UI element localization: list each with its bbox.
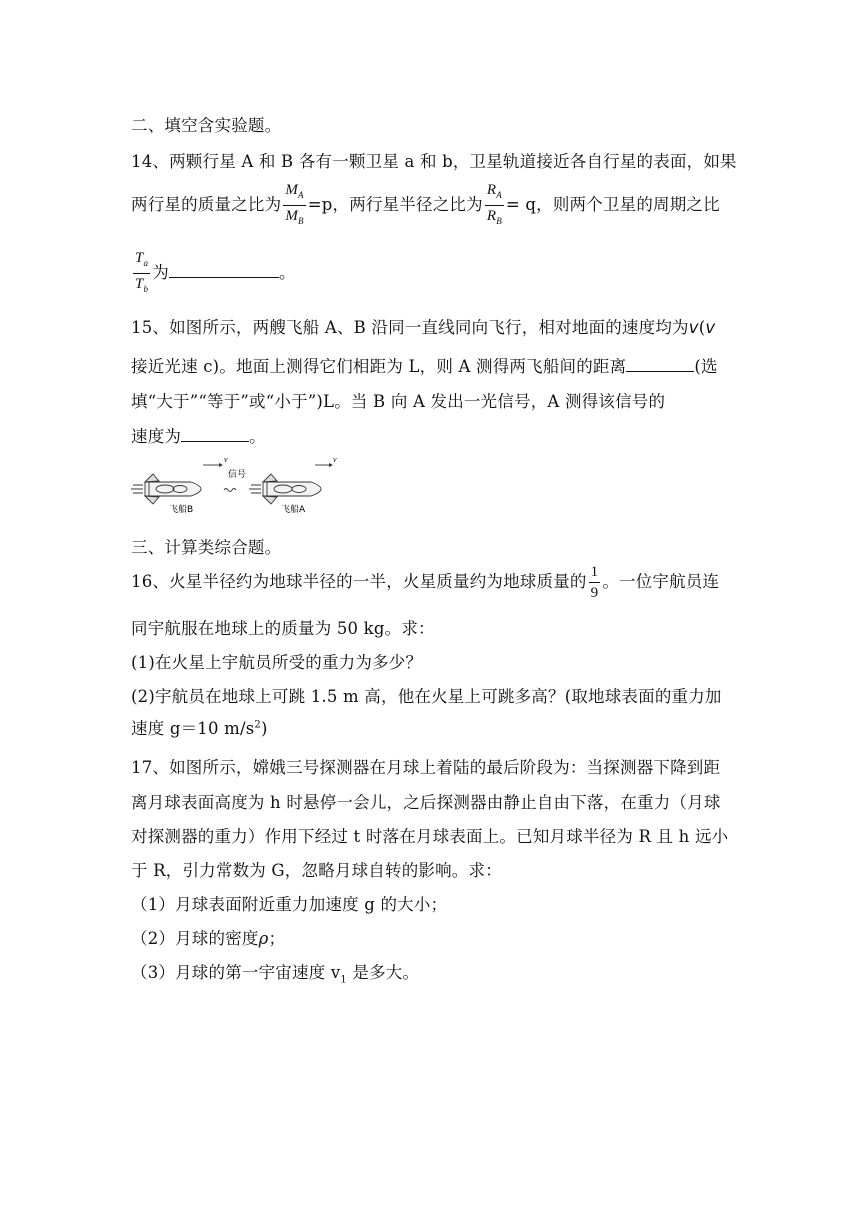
section-heading-calculation: 三、计算类综合题。 — [131, 538, 282, 557]
signal-label: 信号 — [228, 470, 247, 480]
frac-num-sub: a — [143, 258, 149, 268]
frac-num: T — [135, 250, 144, 266]
mass-ratio-fraction — [283, 180, 305, 231]
spaceship-a-icon — [249, 474, 321, 504]
frac-den: R — [486, 208, 497, 224]
one-ninth-fraction — [589, 562, 601, 603]
q17-part-2 — [131, 925, 285, 949]
period-punct: 。 — [249, 427, 266, 446]
frac-num: 1 — [589, 562, 601, 583]
q15-line-2 — [131, 353, 718, 377]
q15-line-3: 填“大于”“等于”或“小于”)L。当 B 向 A 发出一光信号，A 测得该信号的 — [131, 392, 666, 411]
q17-line-1: 17、如图所示，嫦娥三号探测器在月球上着陆的最后阶段为：当探测器下降到距 — [131, 758, 721, 777]
velocity-symbol: v — [688, 318, 699, 337]
arrowhead-icon — [219, 463, 223, 467]
period-ratio-fraction — [133, 248, 150, 299]
q17-line-4: 于 R，引力常数为 G，忽略月球自转的影响。求： — [131, 861, 502, 880]
velocity-label-b: v — [224, 455, 228, 464]
q14-line-2 — [131, 180, 720, 231]
velocity-symbol: v — [705, 318, 716, 337]
q16-line-2: 同宇航服在地球上的质量为 50 kg。求： — [131, 619, 435, 638]
q16-part-2-line-1: (2)宇航员在地球上可跳 1.5 m 高，他在火星上可跳多高？(取地球表面的重力加 — [131, 687, 722, 706]
q15-text: 速度为 — [131, 427, 182, 446]
q14-line-1: 14、两颗行星 A 和 B 各有一颗卫星 a 和 b，卫星轨道接近各自行星的表面，如果 — [131, 152, 737, 171]
q16-text: 16、火星半径约为地球半径的一半，火星质量约为地球质量的 — [131, 572, 587, 591]
q15-text: (选 — [694, 357, 718, 376]
answer-blank[interactable] — [181, 427, 249, 442]
velocity-label-a: v — [333, 455, 337, 464]
section-heading-fill-in: 二、填空含实验题。 — [131, 116, 282, 135]
q17-text: （3）月球的第一宇宙速度 v — [131, 963, 341, 982]
q16-part-1: (1)在火星上宇航员所受的重力为多少？ — [131, 653, 423, 672]
paren: ) — [260, 719, 268, 738]
q15-text: 15、如图所示，两艘飞船 A、B 沿同一直线同向飞行，相对地面的速度均为 — [131, 318, 689, 337]
q16-text: 。一位宇航员连 — [602, 572, 720, 591]
paren: ( — [698, 318, 706, 337]
frac-num: M — [285, 182, 299, 198]
signal-wave-icon — [224, 489, 236, 492]
frac-den-sub: B — [496, 216, 502, 226]
q17-text: 是多大。 — [346, 963, 420, 982]
rho-symbol: ρ — [258, 929, 269, 948]
q14-line-3 — [131, 248, 296, 299]
q14-text-period-ratio: = q，则两个卫星的周期之比 — [505, 195, 720, 214]
frac-num-sub: A — [496, 190, 502, 200]
q15-line-4 — [131, 423, 266, 447]
frac-num: R — [486, 182, 497, 198]
frac-den: M — [285, 208, 299, 224]
q17-part-3 — [131, 959, 419, 985]
radius-ratio-fraction — [485, 180, 504, 231]
frac-den: T — [135, 276, 144, 292]
q17-part-1: （1）月球表面附近重力加速度 g 的大小； — [131, 895, 448, 914]
q16-text: 速度 g＝10 m/s — [131, 719, 255, 738]
q17-text: ； — [268, 929, 286, 948]
answer-blank[interactable] — [626, 357, 694, 372]
spaceship-b-icon — [131, 474, 201, 504]
frac-den: 9 — [590, 585, 599, 601]
frac-den-sub: b — [143, 284, 149, 294]
frac-den-sub: B — [298, 216, 304, 226]
subscript: 1 — [340, 974, 347, 986]
q17-text: （2）月球的密度 — [131, 929, 259, 948]
q15-line-1 — [131, 314, 715, 338]
q16-part-2-line-2 — [131, 715, 268, 739]
spaceships-figure — [131, 452, 341, 514]
ship-b-label: 飞船B — [169, 505, 194, 514]
q17-line-2: 离月球表面高度为 h 时悬停一会儿，之后探测器由静止自由下落，在重力（月球 — [131, 793, 721, 812]
superscript: 2 — [254, 719, 261, 731]
period-punct: 。 — [278, 263, 296, 282]
q16-line-1 — [131, 562, 719, 603]
q14-text-mass-ratio: 两行星的质量之比为 — [131, 195, 282, 214]
ship-a-label: 飞船A — [281, 505, 306, 514]
q14-text-wei: 为 — [152, 263, 169, 282]
q15-text: 接近光速 c)。地面上测得它们相距为 L，则 A 测得两飞船间的距离 — [131, 357, 627, 376]
answer-blank[interactable] — [169, 263, 279, 278]
q17-line-3: 对探测器的重力）作用下经过 t 时落在月球表面上。已知月球半径为 R 且 h 远小 — [131, 827, 729, 846]
frac-num-sub: A — [298, 190, 304, 200]
q14-text-radius-ratio: =p，两行星半径之比为 — [307, 195, 483, 214]
